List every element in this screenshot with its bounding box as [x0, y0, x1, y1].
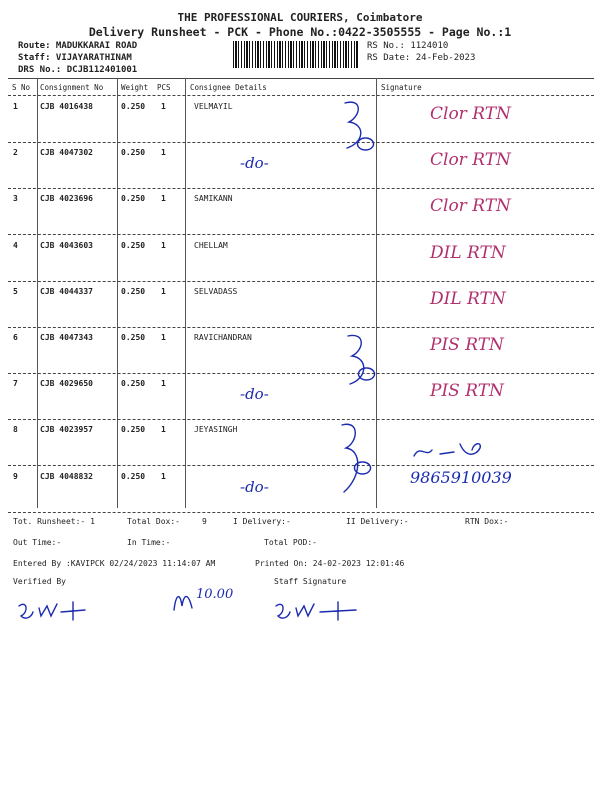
receiver-signature-2 [340, 330, 390, 400]
cell-sno: 9 [13, 471, 18, 481]
cell-sno: 2 [13, 148, 18, 158]
return-remark: Clor RTN [430, 104, 511, 124]
ditto-mark: -do- [240, 154, 269, 173]
cell-consignment: CJB 4029650 [40, 379, 93, 389]
cell-sno: 3 [13, 194, 18, 204]
cell-consignment: CJB 4047343 [40, 333, 93, 342]
total-dox-value: 9 [202, 517, 207, 526]
row-divider [8, 465, 594, 466]
cell-consignee: VELMAYIL [194, 102, 233, 111]
cell-pcs: 1 [161, 471, 166, 481]
cell-consignment: CJB 4016438 [40, 102, 93, 111]
drs-number: DRS No.: DCJB112401001 [18, 65, 138, 75]
cell-consignee: RAVICHANDRAN [194, 333, 252, 342]
return-remark: Clor RTN [430, 196, 511, 217]
cell-sno: 5 [13, 286, 18, 296]
staff-signature [272, 598, 362, 624]
ii-delivery: II Delivery:- [346, 517, 409, 526]
cell-weight: 0.250 [121, 379, 146, 389]
col-header-sno: S No [12, 83, 31, 92]
cell-consignee: JEYASINGH [194, 425, 238, 435]
ditto-mark: -do- [240, 477, 269, 496]
col-header-consignment: Consignment No [40, 83, 104, 92]
cell-weight: 0.250 [121, 148, 146, 158]
i-delivery: I Delivery:- [233, 517, 291, 526]
runsheet-title: Delivery Runsheet - PCK - Phone No.:0422-3505555 - Page No.:1 [88, 25, 512, 39]
time-note: 10.00 [196, 587, 234, 602]
row-divider [8, 512, 594, 513]
cell-consignee: SAMIKANN [194, 194, 233, 204]
staff-label: Staff: VIJAYARATHINAM [18, 53, 132, 63]
printed-on: Printed On: 24-02-2023 12:01:46 [255, 559, 405, 568]
cell-sno: 7 [13, 379, 18, 389]
row-divider [8, 281, 594, 282]
cell-pcs: 1 [161, 286, 166, 296]
staff-signature-label: Staff Signature [274, 577, 347, 586]
return-remark: PIS RTN [430, 335, 504, 355]
company-title: THE PROFESSIONAL COURIERS, Coimbatore [177, 11, 423, 24]
cell-pcs: 1 [161, 425, 166, 435]
cell-weight: 0.250 [121, 286, 146, 296]
cell-consignment: CJB 4048832 [40, 471, 93, 481]
col-header-signature: Signature [381, 83, 422, 92]
total-pod: Total POD:- [264, 538, 317, 547]
return-remark: PIS RTN [430, 381, 504, 402]
cell-pcs: 1 [161, 102, 166, 111]
row-divider [8, 419, 594, 420]
verifier-signature [15, 598, 90, 624]
ditto-mark: -do- [240, 385, 269, 404]
cell-consignee: CHELLAM [194, 240, 228, 250]
cell-consignment: CJB 4047302 [40, 148, 93, 158]
row-divider [8, 142, 594, 143]
return-remark: DIL RTN [430, 288, 506, 309]
cell-weight: 0.250 [121, 471, 146, 481]
verified-by-label: Verified By [13, 577, 66, 586]
cell-pcs: 1 [161, 333, 166, 342]
cell-sno: 1 [13, 102, 18, 111]
total-runsheet: Tot. Runsheet:- 1 [13, 517, 95, 526]
cell-sno: 6 [13, 333, 18, 342]
return-remark: Clor RTN [430, 150, 511, 171]
cell-sno: 4 [13, 240, 18, 250]
cell-sno: 8 [13, 425, 18, 435]
cell-consignment: CJB 4043603 [40, 240, 93, 250]
cell-pcs: 1 [161, 194, 166, 204]
col-header-pcs: PCS [157, 83, 171, 92]
cell-weight: 0.250 [121, 102, 146, 111]
cell-consignment: CJB 4023696 [40, 194, 93, 204]
rs-date: RS Date: 24-Feb-2023 [367, 53, 476, 63]
cell-weight: 0.250 [121, 333, 146, 342]
row-divider [8, 373, 594, 374]
rs-number: RS No.: 1124010 [367, 41, 449, 51]
col-header-weight: Weight [121, 83, 149, 92]
out-time: Out Time:- [13, 538, 62, 547]
cell-weight: 0.250 [121, 194, 146, 204]
col-header-consignee: Consignee Details [190, 83, 267, 92]
in-time: In Time:- [127, 538, 171, 547]
route-label: Route: MADUKKARAI ROAD [18, 41, 138, 51]
receiver-signature-4 [410, 440, 490, 466]
cell-weight: 0.250 [121, 240, 146, 250]
row-divider [8, 234, 594, 235]
cell-pcs: 1 [161, 379, 166, 389]
receiver-signature-3 [332, 420, 382, 510]
cell-pcs: 1 [161, 148, 166, 158]
cell-weight: 0.250 [121, 425, 146, 435]
return-remark: DIL RTN [430, 242, 506, 263]
total-dox-label: Total Dox:- [127, 517, 180, 526]
row-divider [8, 327, 594, 328]
rtn-dox: RTN Dox:- [465, 517, 509, 526]
phone-number: 9865910039 [410, 467, 512, 487]
cell-pcs: 1 [161, 240, 166, 250]
cell-consignment: CJB 4044337 [40, 286, 93, 296]
cell-consignment: CJB 4023957 [40, 425, 93, 435]
entered-by: Entered By :KAVIPCK 02/24/2023 11:14:07 AM [13, 559, 216, 568]
barcode [233, 41, 359, 68]
cell-consignee: SELVADASS [194, 286, 238, 296]
row-divider [8, 188, 594, 189]
receiver-signature-1 [335, 98, 385, 178]
